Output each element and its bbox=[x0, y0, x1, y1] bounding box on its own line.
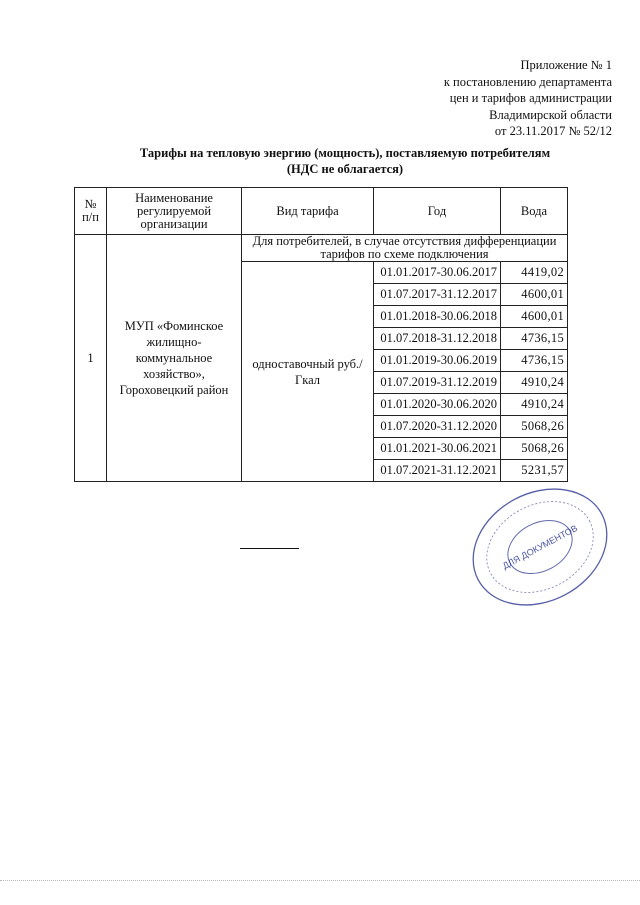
tariff-value-cell: 4600,01 bbox=[501, 306, 568, 328]
tariff-value-cell: 4419,02 bbox=[501, 262, 568, 284]
row-number: 1 bbox=[75, 235, 107, 482]
tariff-value-cell: 4736,15 bbox=[501, 328, 568, 350]
subheader-cell: Для потребителей, в случае отсутствия дифференциации тарифов по схеме подключения bbox=[242, 235, 568, 262]
period-cell: 01.01.2017-30.06.2017 bbox=[374, 262, 501, 284]
period-cell: 01.01.2019-30.06.2019 bbox=[374, 350, 501, 372]
tariff-value-cell: 5068,26 bbox=[501, 416, 568, 438]
period-cell: 01.07.2017-31.12.2017 bbox=[374, 284, 501, 306]
tariff-value-cell: 4910,24 bbox=[501, 394, 568, 416]
header-num: № п/п bbox=[75, 188, 107, 235]
period-cell: 01.01.2018-30.06.2018 bbox=[374, 306, 501, 328]
tariff-value-cell: 4910,24 bbox=[501, 372, 568, 394]
header-org: Наименование регулируемой организации bbox=[107, 188, 242, 235]
appendix-line: цен и тарифов администрации bbox=[449, 91, 612, 105]
tariff-value-cell: 4736,15 bbox=[501, 350, 568, 372]
tariff-table bbox=[74, 187, 568, 482]
stamp-text: ДЛЯ ДОКУМЕНТОВ bbox=[500, 523, 580, 571]
tariff-type: одноставочный руб./Гкал bbox=[242, 262, 374, 482]
org-name: МУП «Фоминское жилищно-коммунальное хозяйство», Гороховецкий район bbox=[107, 235, 242, 482]
period-cell: 01.07.2021-31.12.2021 bbox=[374, 460, 501, 482]
document-title bbox=[80, 145, 610, 177]
header-water: Вода bbox=[501, 188, 568, 235]
period-cell: 01.01.2020-30.06.2020 bbox=[374, 394, 501, 416]
period-cell: 01.07.2020-31.12.2020 bbox=[374, 416, 501, 438]
tariff-value-cell: 5231,57 bbox=[501, 460, 568, 482]
tariff-value-cell: 5068,26 bbox=[501, 438, 568, 460]
signature-line bbox=[240, 548, 299, 549]
table-header-row bbox=[75, 188, 568, 235]
header-type: Вид тарифа bbox=[242, 188, 374, 235]
appendix-line: к постановлению департамента bbox=[443, 74, 612, 89]
appendix-line: Приложение № 1 bbox=[520, 58, 612, 72]
footer-divider bbox=[0, 880, 640, 882]
official-stamp bbox=[460, 487, 620, 607]
appendix-line: от 23.11.2017 № 52/12 bbox=[494, 124, 612, 138]
header-year: Год bbox=[374, 188, 501, 235]
appendix-block bbox=[444, 57, 612, 140]
period-cell: 01.07.2019-31.12.2019 bbox=[374, 372, 501, 394]
appendix-line: Владимирской области bbox=[489, 107, 612, 122]
period-cell: 01.07.2018-31.12.2018 bbox=[374, 328, 501, 350]
period-cell: 01.01.2021-30.06.2021 bbox=[374, 438, 501, 460]
title-line: (НДС не облагается) bbox=[286, 162, 404, 176]
title-line: Тарифы на тепловую энергию (мощность), поставляемую потребителям bbox=[139, 146, 551, 160]
tariff-value-cell: 4600,01 bbox=[501, 284, 568, 306]
subheader-row bbox=[75, 235, 568, 262]
